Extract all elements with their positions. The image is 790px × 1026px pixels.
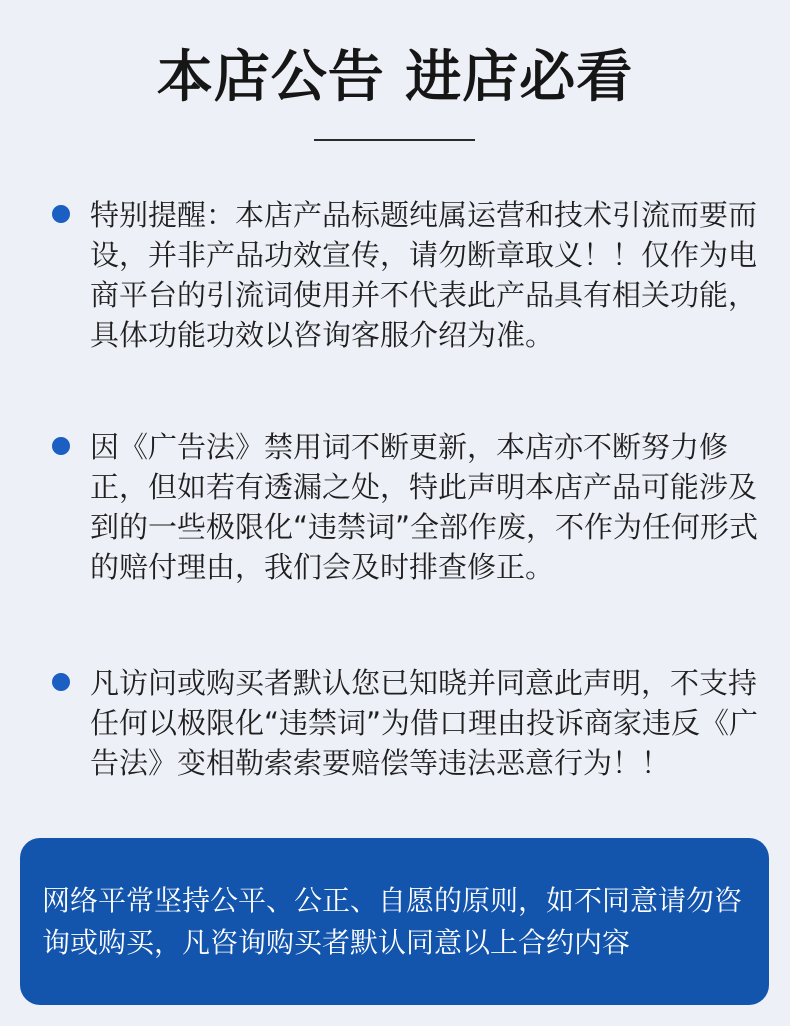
bullet-dot-icon — [52, 437, 70, 455]
agreement-banner — [20, 838, 769, 1005]
page-title: 本店公告 进店必看 — [156, 45, 634, 110]
notice-paragraph-consent: 凡访问或购买者默认您已知晓并同意此声明，不支持任何以极限化“违禁词”为借口理由投诉商家违反《广告法》变相勒索索要赔偿等违法恶意行为！！ — [90, 666, 759, 780]
title-divider — [314, 139, 475, 141]
notice-paragraph-special-reminder: 特别提醒：本店产品标题纯属运营和技术引流而要而设，并非产品功效宣传，请勿断章取义！！仅作为电商平台的引流词使用并不代表此产品具有相关功能，具体功能功效以咨询客服介绍为准。 — [90, 198, 758, 352]
notice-paragraph-ad-law: 因《广告法》禁用词不断更新，本店亦不断努力修正，但如若有透漏之处，特此声明本店产品可能涉及到的一些极限化“违禁词”全部作废，不作为任何形式的赔付理由，我们会及时排查修正。 — [90, 430, 759, 584]
bullet-dot-icon — [52, 673, 70, 691]
bullet-dot-icon — [52, 205, 70, 223]
agreement-banner-text: 网络平常坚持公平、公正、自愿的原则，如不同意请勿咨询或购买，凡咨询购买者默认同意以上合约内容 — [42, 884, 743, 959]
